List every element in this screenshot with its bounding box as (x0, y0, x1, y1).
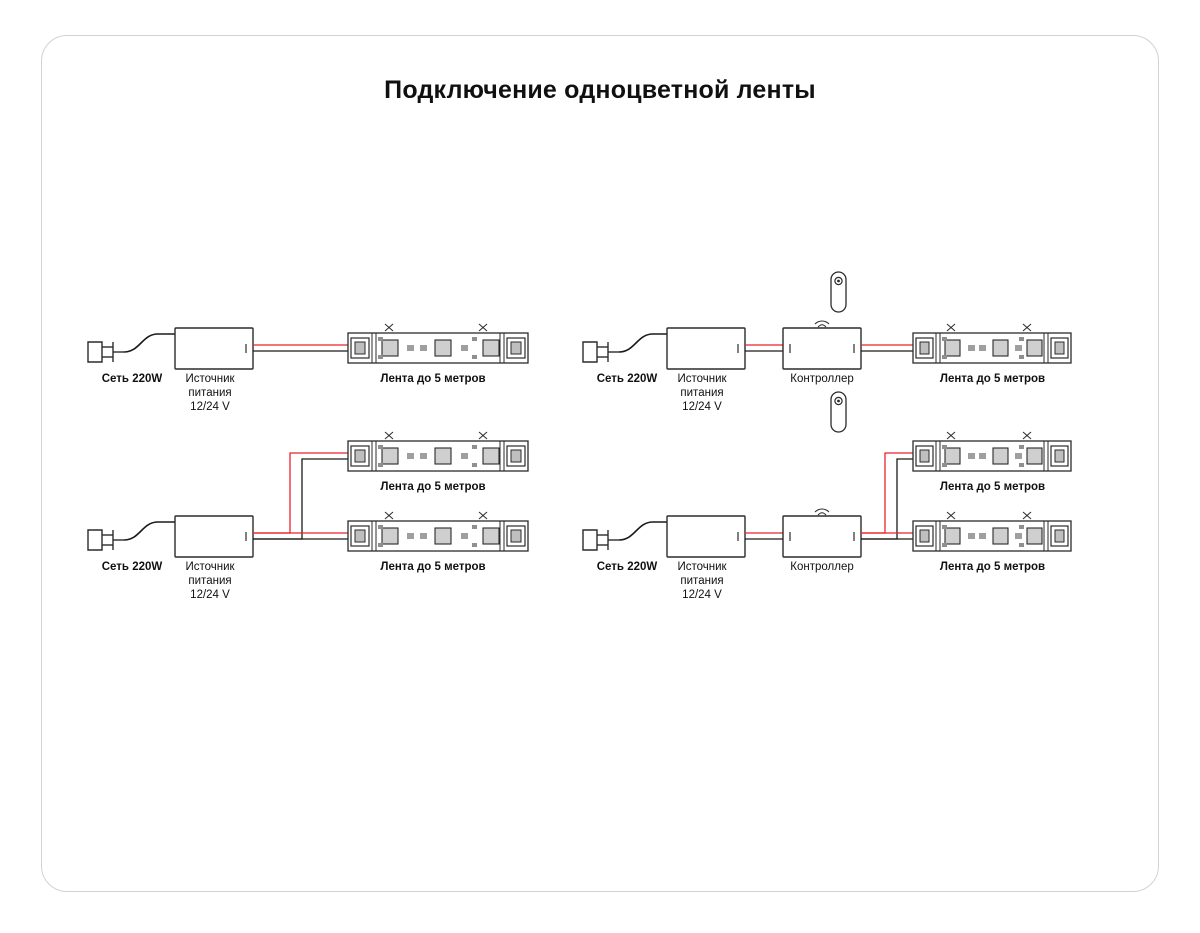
power-supply-unit (175, 328, 253, 369)
led-strip-lower (913, 512, 1071, 551)
diagram-bottom-left (80, 440, 550, 620)
label-strip-lower-bottom-right: Лента до 5 метров (939, 561, 1046, 573)
mains-cable (124, 334, 175, 352)
label-strip-lower-bottom-left: Лента до 5 метров (380, 561, 486, 573)
label-strip-upper-bottom-right: Лента до 5 метров (939, 481, 1046, 493)
label-psu-line3-bottom-right: 12/24 V (682, 589, 722, 601)
plug-icon (583, 530, 619, 550)
plug-icon (88, 530, 124, 550)
diagram-top-left (80, 320, 550, 420)
mains-cable (124, 522, 175, 540)
mains-cable (619, 522, 667, 540)
label-psu-line1-top-left: Источник (185, 373, 235, 385)
power-supply-unit (667, 516, 745, 557)
label-psu-line2-top-right: питания (680, 387, 724, 399)
label-psu-line2-bottom-right: питания (680, 575, 724, 587)
label-mains-bottom-right: Сеть 220W (596, 561, 658, 573)
wire-black-branch-upper (253, 459, 348, 539)
power-supply-unit (175, 516, 253, 557)
label-psu-line1-bottom-left: Источник (185, 561, 235, 573)
led-strip (913, 324, 1071, 363)
plug-icon (583, 342, 619, 362)
label-strip-top-left: Лента до 5 метров (380, 373, 486, 385)
label-psu-line1-bottom-right: Источник (677, 561, 727, 573)
label-mains-top-left: Сеть 220W (101, 373, 163, 385)
diagram-bottom-right (575, 440, 1075, 620)
remote-control-icon (823, 270, 853, 316)
diagram-bottom-right-graphic (575, 440, 1075, 570)
label-psu-line3-top-left: 12/24 V (190, 401, 230, 413)
led-strip-lower (348, 512, 528, 551)
label-psu-line1-top-right: Источник (677, 373, 727, 385)
label-strip-top-right: Лента до 5 метров (939, 373, 1046, 385)
label-mains-bottom-left: Сеть 220W (101, 561, 163, 573)
power-supply-unit (667, 328, 745, 369)
wire-black-branch-upper (861, 459, 913, 539)
page-title: Подключение одноцветной ленты (384, 76, 816, 104)
label-psu-line2-top-left: питания (188, 387, 232, 399)
label-controller-top-right: Контроллер (790, 373, 854, 385)
plug-icon (88, 342, 124, 362)
label-psu-line2-bottom-left: питания (188, 575, 232, 587)
controller-unit (783, 516, 861, 557)
diagram-bottom-left-graphic (80, 440, 550, 570)
led-strip (348, 324, 528, 363)
mains-cable (619, 334, 667, 352)
label-psu-line3-top-right: 12/24 V (682, 401, 722, 413)
label-strip-upper-bottom-left: Лента до 5 метров (380, 481, 486, 493)
ir-signal-icon (815, 321, 829, 327)
label-psu-line3-bottom-left: 12/24 V (190, 589, 230, 601)
label-mains-top-right: Сеть 220W (596, 373, 658, 385)
label-controller-bottom-right: Контроллер (790, 561, 854, 573)
remote-control-icon (823, 390, 853, 436)
controller-unit (783, 328, 861, 369)
ir-signal-icon (815, 509, 829, 515)
